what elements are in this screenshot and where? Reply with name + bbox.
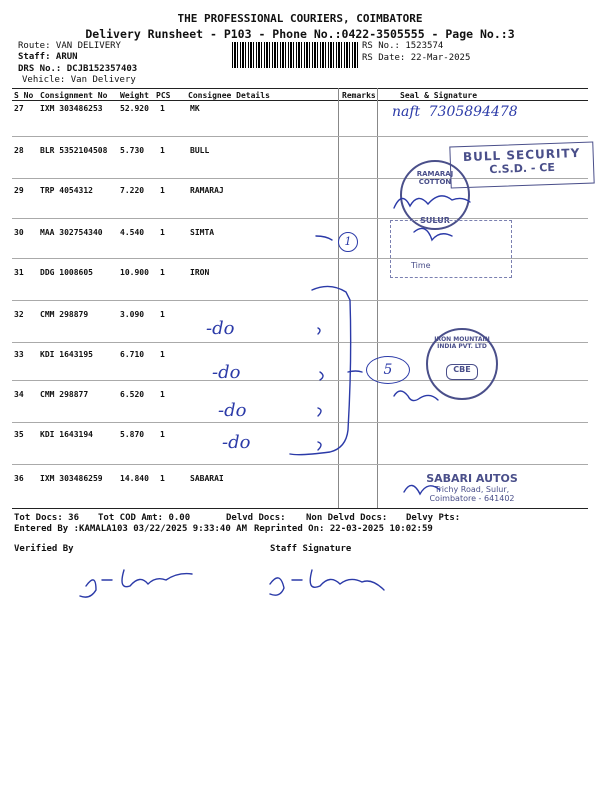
rs-date: RS Date: 22-Mar-2025: [362, 53, 471, 63]
stamp-inner-text: SULUR: [420, 216, 450, 225]
row-pcs: 1: [160, 390, 165, 399]
col-seal-signature: Seal & Signature: [400, 91, 478, 100]
col-consignment: Consignment No: [40, 91, 108, 100]
row-weight: 5.870: [120, 430, 145, 439]
row-sno: 34: [14, 390, 24, 399]
row-pcs: 1: [160, 104, 165, 113]
row-pcs: 1: [160, 310, 165, 319]
row-sno: 29: [14, 186, 24, 195]
ditto-mark-text: -do: [222, 432, 251, 453]
stamp-line: C.S.D. - CE: [489, 160, 556, 177]
row-consignment: BLR 5352104508: [40, 146, 108, 155]
rs-number: RS No.: 1523574: [362, 41, 444, 51]
ditto-mark-text: -do: [212, 362, 241, 383]
row-pcs: 1: [160, 228, 165, 237]
stamp-ring-text: RAMARAJ COTTON: [416, 170, 454, 186]
vehicle-label: Vehicle: Van Delivery: [22, 75, 136, 85]
row-weight: 6.710: [120, 350, 145, 359]
signature-verified: [80, 570, 192, 597]
stroke-mark: [318, 408, 321, 416]
handwritten-name: naft: [392, 104, 421, 120]
non-delivered-docs: Non Delvd Docs:: [306, 513, 388, 523]
total-docs: Tot Docs: 36: [14, 513, 80, 523]
ditto-mark-text: -do: [218, 400, 247, 421]
verified-by-label: Verified By: [14, 544, 74, 554]
company-title: THE PROFESSIONAL COURIERS, COIMBATORE: [177, 12, 423, 25]
row-consignee: MK: [190, 104, 200, 113]
row-weight: 7.220: [120, 186, 145, 195]
signature-stroke: [394, 196, 470, 208]
signature-staff: [270, 570, 384, 595]
row-sno: 30: [14, 228, 24, 237]
circled-number-text: 5: [383, 362, 393, 378]
stamp-inner-text: CBE: [446, 364, 478, 380]
row-sno: 33: [14, 350, 24, 359]
row-pcs: 1: [160, 146, 165, 155]
stroke-mark: [316, 236, 332, 240]
row-weight: 5.730: [120, 146, 145, 155]
row-weight: 52.920: [120, 104, 149, 113]
row-consignee: IRON: [190, 268, 210, 277]
bracket-stroke: [348, 371, 362, 372]
row-consignee: SABARAI: [190, 474, 224, 483]
row-consignment: CMM 298879: [40, 310, 89, 319]
row-pcs: 1: [160, 350, 165, 359]
row-sno: 36: [14, 474, 24, 483]
col-sno: S No: [14, 91, 34, 100]
route-label: Route: VAN DELIVERY: [18, 41, 121, 51]
delivery-points: Delvy Pts:: [406, 513, 461, 523]
bracket-stroke: [290, 286, 351, 454]
circled-number-text: 1: [344, 235, 352, 248]
row-consignment: KDI 1643195: [40, 350, 93, 359]
row-weight: 6.520: [120, 390, 145, 399]
row-sno: 35: [14, 430, 24, 439]
row-weight: 3.090: [120, 310, 145, 319]
row-sno: 27: [14, 104, 24, 113]
signature-stroke: [414, 228, 452, 240]
row-pcs: 1: [160, 268, 165, 277]
stamp-time-label: Time: [411, 261, 431, 270]
row-consignee: BULL: [190, 146, 210, 155]
row-sno: 32: [14, 310, 24, 319]
row-sno: 31: [14, 268, 24, 277]
col-remarks: Remarks: [342, 91, 376, 100]
row-consignment: CMM 298877: [40, 390, 89, 399]
staff-signature-label: Staff Signature: [270, 544, 352, 554]
col-pcs: PCS: [156, 91, 171, 100]
signature-stroke: [404, 485, 440, 494]
row-pcs: 1: [160, 186, 165, 195]
total-cod-amount: Tot COD Amt: 0.00: [98, 513, 191, 523]
delivered-docs: Delvd Docs:: [226, 513, 286, 523]
stamp-line: Coimbatore - 641402: [429, 494, 515, 503]
row-weight: 10.900: [120, 268, 149, 277]
stamp-line: Trichy Road, Sulur,: [434, 485, 510, 494]
row-consignee: RAMARAJ: [190, 186, 224, 195]
row-pcs: 1: [160, 430, 165, 439]
entered-by: Entered By :KAMALA103 03/22/2025 9:33:40 AM: [14, 524, 247, 534]
stamp-line: SABARI AUTOS: [426, 472, 518, 485]
col-weight: Weight: [120, 91, 149, 100]
stroke-mark: [320, 372, 323, 380]
signature-stroke: [394, 391, 438, 401]
row-sno: 28: [14, 146, 24, 155]
staff-label: Staff: ARUN: [18, 52, 78, 62]
row-consignment: DDG 1008605: [40, 268, 93, 277]
row-weight: 14.840: [120, 474, 149, 483]
drs-number: DRS No.: DCJB152357403: [18, 64, 138, 74]
handwritten-phone: 7305894478: [428, 104, 518, 120]
row-weight: 4.540: [120, 228, 145, 237]
stamp-line: BULL SECURITY: [462, 145, 581, 165]
runsheet-subtitle: Delivery Runsheet - P103 - Phone No.:0422-3505555 - Page No.:3: [85, 27, 515, 41]
row-consignee: SIMTA: [190, 228, 215, 237]
stroke-mark: [318, 442, 321, 450]
row-consignment: TRP 4054312: [40, 186, 93, 195]
row-consignment: KDI 1643194: [40, 430, 93, 439]
row-consignment: MAA 302754340: [40, 228, 103, 237]
row-pcs: 1: [160, 474, 165, 483]
ditto-mark-text: -do: [206, 318, 235, 339]
reprinted-on: Reprinted On: 22-03-2025 10:02:59: [254, 524, 433, 534]
col-consignee: Consignee Details: [188, 91, 270, 100]
row-consignment: IXM 303486259: [40, 474, 103, 483]
stamp-ring-text: IRON MOUNTAIN INDIA PVT. LTD: [434, 336, 490, 350]
row-consignment: IXM 303486253: [40, 104, 103, 113]
stroke-mark: [318, 328, 320, 334]
